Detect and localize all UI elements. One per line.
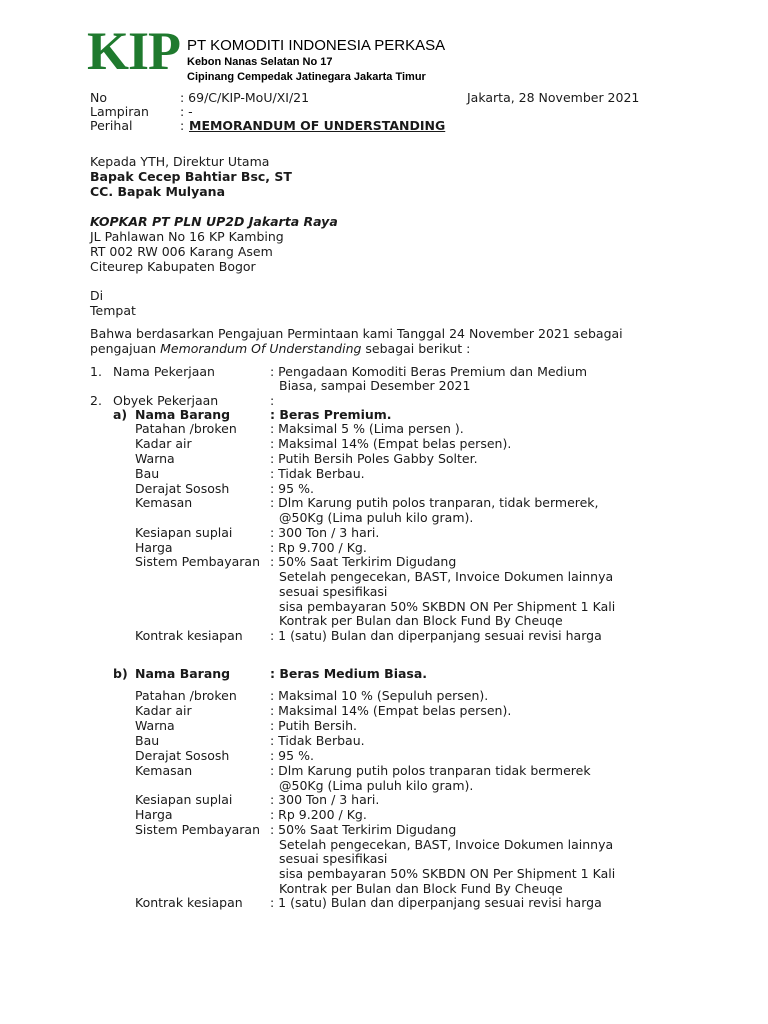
product-b-harga-label: Harga <box>135 807 173 822</box>
product-a-sistem-value-5: Kontrak per Bulan dan Block Fund By Cheuqe <box>279 613 563 628</box>
product-b-warna-label: Warna <box>135 718 175 733</box>
product-b-kontrak-label: Kontrak kesiapan <box>135 895 243 910</box>
product-b-bau-label: Bau <box>135 733 160 748</box>
tempat-text: Tempat <box>90 303 136 318</box>
no-label: No <box>90 90 107 105</box>
product-b-harga-value: : Rp 9.200 / Kg. <box>270 807 367 822</box>
product-b-patahan-value: : Maksimal 10 % (Sepuluh persen). <box>270 688 489 703</box>
product-a-warna-value: : Putih Bersih Poles Gabby Solter. <box>270 451 478 466</box>
product-a-marker: a) <box>113 407 128 422</box>
product-b-derajat-label: Derajat Sososh <box>135 748 230 763</box>
product-b-marker: b) <box>113 666 128 681</box>
product-b-name-label: Nama Barang <box>135 666 231 681</box>
product-b-patahan-label: Patahan /broken <box>135 688 237 703</box>
perihal-value: MEMORANDUM OF UNDERSTANDING <box>189 118 446 133</box>
product-a-sistem-value: : 50% Saat Terkirim Digudang <box>270 554 457 569</box>
recipient-addr2: RT 002 RW 006 Karang Asem <box>90 244 273 259</box>
di-text: Di <box>90 288 104 303</box>
product-b-suplai-label: Kesiapan suplai <box>135 792 233 807</box>
intro-line2-post: sebagai berikut : <box>361 341 471 356</box>
item1-value-cont: Biasa, sampai Desember 2021 <box>279 378 471 393</box>
company-address-line1: Kebon Nanas Selatan No 17 <box>187 56 333 68</box>
product-a-kemasan-value: : Dlm Karung putih polos tranparan, tidak bermerek, <box>270 495 599 510</box>
product-b-derajat-value: : 95 %. <box>270 748 314 763</box>
letter-date: Jakarta, 28 November 2021 <box>467 90 640 105</box>
item1-label: Nama Pekerjaan <box>113 364 215 379</box>
product-b-kadar-label: Kadar air <box>135 703 192 718</box>
product-b-kemasan-value: : Dlm Karung putih polos tranparan tidak bermerek <box>270 763 591 778</box>
product-b-bau-value: : Tidak Berbau. <box>270 733 365 748</box>
product-b-kemasan-value-cont: @50Kg (Lima puluh kilo gram). <box>279 778 474 793</box>
product-a-warna-label: Warna <box>135 451 175 466</box>
product-b-kemasan-label: Kemasan <box>135 763 193 778</box>
product-a-sistem-value-4: sisa pembayaran 50% SKBDN ON Per Shipment 1 Kali <box>279 599 616 614</box>
recipient-line1: Kepada YTH, Direktur Utama <box>90 154 270 169</box>
recipient-org: KOPKAR PT PLN UP2D Jakarta Raya <box>90 214 338 229</box>
product-b-sistem-label: Sistem Pembayaran <box>135 822 260 837</box>
perihal-label: Perihal <box>90 118 133 133</box>
product-b-name-value: : Beras Medium Biasa. <box>270 666 428 681</box>
product-a-suplai-value: : 300 Ton / 3 hari. <box>270 525 380 540</box>
intro-line2-italic: Memorandum Of Understanding <box>160 341 362 356</box>
no-value: : 69/C/KIP-MoU/XI/21 <box>180 90 310 105</box>
product-a-kadar-label: Kadar air <box>135 436 192 451</box>
product-a-name-value: : Beras Premium. <box>270 407 392 422</box>
product-a-derajat-value: : 95 %. <box>270 481 314 496</box>
product-b-sistem-value-2: Setelah pengecekan, BAST, Invoice Dokumen lainnya <box>279 837 614 852</box>
product-b-sistem-value-3: sesuai spesifikasi <box>279 851 388 866</box>
company-logo: KIP <box>87 21 181 81</box>
intro-line2-pre: pengajuan <box>90 341 161 356</box>
product-a-sistem-label: Sistem Pembayaran <box>135 554 260 569</box>
product-b-warna-value: : Putih Bersih. <box>270 718 357 733</box>
perihal-colon: : <box>180 118 185 133</box>
product-a-name-label: Nama Barang <box>135 407 231 422</box>
item2-colon: : <box>270 393 275 408</box>
product-a-bau-value: : Tidak Berbau. <box>270 466 365 481</box>
product-a-kemasan-label: Kemasan <box>135 495 193 510</box>
product-a-patahan-label: Patahan /broken <box>135 421 237 436</box>
recipient-name: Bapak Cecep Bahtiar Bsc, ST <box>90 169 292 184</box>
item1-number: 1. <box>90 364 102 379</box>
item1-value: : Pengadaan Komoditi Beras Premium dan Medium <box>270 364 588 379</box>
product-a-bau-label: Bau <box>135 466 160 481</box>
lampiran-label: Lampiran <box>90 104 149 119</box>
product-a-kadar-value: : Maksimal 14% (Empat belas persen). <box>270 436 512 451</box>
product-a-kontrak-label: Kontrak kesiapan <box>135 628 243 643</box>
company-address-line2: Cipinang Cempedak Jatinegara Jakarta Timur <box>187 71 426 83</box>
product-a-kontrak-value: : 1 (satu) Bulan dan diperpanjang sesuai revisi harga <box>270 628 602 643</box>
product-a-harga-value: : Rp 9.700 / Kg. <box>270 540 367 555</box>
product-b-kadar-value: : Maksimal 14% (Empat belas persen). <box>270 703 512 718</box>
recipient-addr3: Citeurep Kabupaten Bogor <box>90 259 256 274</box>
product-a-suplai-label: Kesiapan suplai <box>135 525 233 540</box>
recipient-addr1: JL Pahlawan No 16 KP Kambing <box>90 229 284 244</box>
product-a-sistem-value-3: sesuai spesifikasi <box>279 584 388 599</box>
intro-line1: Bahwa berdasarkan Pengajuan Permintaan kami Tanggal 24 November 2021 sebagai <box>90 326 623 341</box>
intro-line2 <box>90 341 470 356</box>
product-a-harga-label: Harga <box>135 540 173 555</box>
item2-label: Obyek Pekerjaan <box>113 393 219 408</box>
product-a-patahan-value: : Maksimal 5 % (Lima persen ). <box>270 421 464 436</box>
company-name: PT KOMODITI INDONESIA PERKASA <box>187 37 446 54</box>
product-b-suplai-value: : 300 Ton / 3 hari. <box>270 792 380 807</box>
product-b-sistem-value-4: sisa pembayaran 50% SKBDN ON Per Shipment 1 Kali <box>279 866 616 881</box>
product-b-sistem-value: : 50% Saat Terkirim Digudang <box>270 822 457 837</box>
product-a-derajat-label: Derajat Sososh <box>135 481 230 496</box>
recipient-cc: CC. Bapak Mulyana <box>90 184 225 199</box>
item2-number: 2. <box>90 393 102 408</box>
product-b-kontrak-value: : 1 (satu) Bulan dan diperpanjang sesuai revisi harga <box>270 895 602 910</box>
lampiran-value: : - <box>180 104 193 119</box>
product-b-sistem-value-5: Kontrak per Bulan dan Block Fund By Cheuqe <box>279 881 563 896</box>
product-a-kemasan-value-cont: @50Kg (Lima puluh kilo gram). <box>279 510 474 525</box>
product-a-sistem-value-2: Setelah pengecekan, BAST, Invoice Dokumen lainnya <box>279 569 614 584</box>
